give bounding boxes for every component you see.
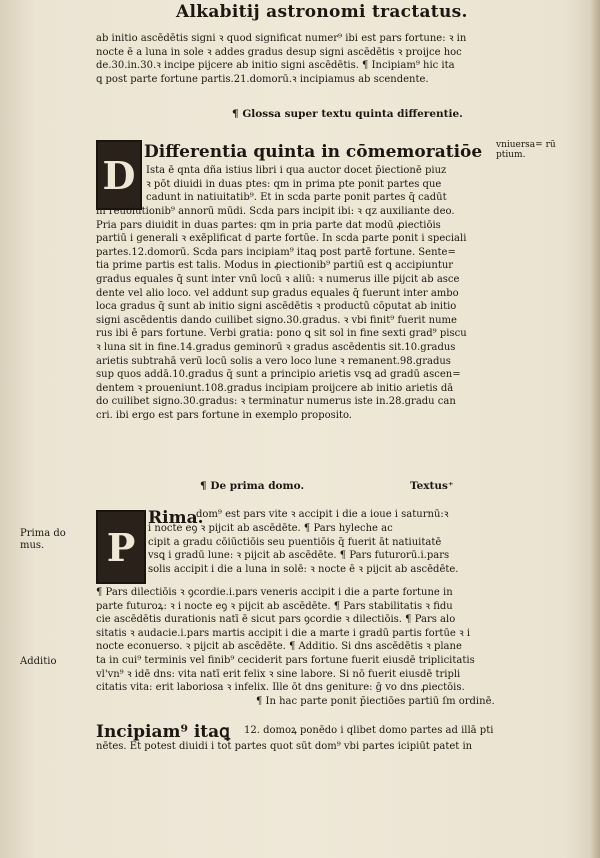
- text-line: vsꝗ i gradū lune: ꝛ pijcit ab ascēdēte. ¶ Pars futurorū.i.pars: [148, 550, 450, 562]
- text-line: signi ascēdentis dando cuilibet signo.30.gradus. ꝛ vbi finit⁹ fuerit nume: [96, 314, 457, 326]
- page-edge-shadow: [590, 0, 600, 858]
- text-line: ꝛ pōt diuidi in duas ptes: qm in prima pte ponit partes que: [146, 178, 442, 190]
- text-line: nocte ē a luna in sole ꝛ addes gradus desup signi ascēdētis ꝛ proijce hoc: [96, 46, 462, 58]
- glossa-heading: ¶ Glossa super textu quinta differentie.: [232, 108, 463, 120]
- incipiam-block: [96, 740, 560, 754]
- text-line: cri. ibi ergo est pars fortune in exemplo proposito.: [96, 409, 352, 421]
- text-line: dente vel alio loco. vel addunt sup gradus equales q̄ fuerunt inter ambo: [96, 287, 459, 299]
- textus-label: Textus⁺: [410, 480, 454, 492]
- text-line: citatis vita: erit laboriosa ꝛ infelix. Ille ōt dns geniture: ḡ vo dns ꝓiectōis.: [96, 682, 465, 694]
- text-line: vl'vn⁹ ꝛ idē dns: vita natī erit felix ꝛ sine labore. Si nō fuerit eiusdē tripli: [96, 668, 461, 680]
- text-line: Pria pars diuidit in duas partes: qm in pria parte dat modū ꝓiectiōis: [96, 219, 441, 231]
- text-line: cie ascēdētis durationis natī ē sicut pars ꝯcordie ꝛ dilectiōis. ¶ Pars alo: [96, 614, 456, 626]
- differentia-heading: Differentia quinta in cōmemoratiōe: [144, 142, 483, 162]
- prima-heading: Rima.: [148, 508, 204, 528]
- text-line: Ista ē qnta dña istius libri i qua auctor docet p̄iectionē piuz: [146, 165, 447, 176]
- text-line: de.30.in.30.ꝛ incipe pijcere ab initio signi ascēdētis. ¶ Incipiam⁹ hic ita: [96, 60, 455, 72]
- text-line: nocte econuerso. ꝛ pijcit ab ascēdēte. ¶ Additio. Si dns ascēdētis ꝛ plane: [96, 641, 462, 653]
- text-line: sup quos addā.10.gradus q̄ sunt a principio arietis vsꝗ ad gradū ascen=: [96, 369, 461, 381]
- text-line: do cuilibet signo.30.gradus: ꝛ terminatur numerus iste in.28.gradu can: [96, 396, 456, 408]
- initial-letter: D: [102, 152, 136, 198]
- text-line: loca gradus q̄ sunt ab initio signi ascēdētis ꝛ productū cōputat ab initio: [96, 301, 457, 313]
- text-line: in reuolutionib⁹ annorū mūdi. Scda pars incipit ibi: ꝛ qz auxiliante deo.: [96, 206, 455, 217]
- prima-domo-heading: ¶ De prima domo.: [200, 480, 305, 492]
- text-line: tia prime partis est talis. Modus in ꝓiectionib⁹ partiū est ꝗ accipiuntur: [96, 260, 454, 272]
- text-line: partiū i generali ꝛ exēplificat d parte fortūe. In scda parte ponit i speciali: [96, 233, 467, 245]
- incipiam-heading: Incipiam⁹ itaꝗ: [96, 722, 230, 742]
- text-line: rus ibi ē pars fortune. Verbi gratia: pono ꝗ sit sol in fine sexti grad⁹ piscu: [96, 328, 467, 340]
- text-line: ta in cui⁹ terminis vel finib⁹ ceciderit pars fortune fuerit eiusdē triplicitatis: [96, 654, 475, 666]
- text-line: gradus equales q̄ sunt inter vnū locū ꝛ aliū: ꝛ numerus ille pijcit ab asce: [96, 273, 460, 285]
- text-line: 12. domoꝝ ponēdo i qlibet domo partes ad illā pti: [244, 725, 494, 736]
- incipiam-first-line: [244, 724, 560, 738]
- margin-note-prima-domus: Prima do mus.: [20, 528, 66, 551]
- text-line: cadunt in natiuitatib⁹. Et in scda parte ponit partes q̄ cadūt: [146, 192, 447, 204]
- text-line: cipit a gradu cōiūctiōis seu puentiōis q̄ fuerit āt natiuitatē: [148, 536, 442, 548]
- text-line: arietis subtrahā verū locū solis a vero loco lune ꝛ remanent.98.gradus: [96, 355, 451, 367]
- initial-letter: P: [106, 524, 136, 570]
- text-line: sitatis ꝛ audacie.i.pars martis accipit i die a marte i gradū partis fortūe ꝛ i: [96, 627, 471, 639]
- text-line: dentem ꝛ proueniunt.108.gradus incipiam proijcere ab initio arietis dā: [96, 382, 454, 394]
- heading-tail: vniuersa= rū ptium.: [496, 140, 556, 160]
- text-line: ꝗ post parte fortune partis.21.domorū.ꝛ incipiamus ab scendente.: [96, 73, 429, 85]
- text-line: partes.12.domorū. Scda pars incipiam⁹ itaꝗ post partē fortune. Sente=: [96, 246, 456, 258]
- gloss-block: [96, 205, 560, 423]
- text-line: nētes. Et potest diuidi i tot partes quot sūt dom⁹ vbi partes icipiūt patet in: [96, 741, 473, 752]
- body-block: [96, 586, 560, 708]
- top-paragraph: [96, 32, 560, 86]
- text-line: solis accipit i die a luna in solē: ꝛ nocte ē ꝛ pijcit ab ascēdēte.: [148, 563, 459, 575]
- text-line: ꝛ luna sit in fine.14.gradus geminorū ꝛ gradus ascēdentis sit.10.gradus: [96, 341, 456, 353]
- prima-block: [148, 522, 560, 576]
- text-line: dom⁹ est pars vite ꝛ accipit i die a ioue i saturnū:ꝛ: [196, 509, 449, 520]
- text-line: parte futuroꝝ: ꝛ i nocte eꝯ ꝛ pijcit ab ascēdēte. ¶ Pars stabilitatis ꝛ fidu: [96, 600, 453, 612]
- prima-first-line: [196, 508, 560, 522]
- gloss-intro-block: [146, 164, 560, 205]
- text-line: ¶ Pars dilectiōis ꝛ ꝯcordie.i.pars veneris accipit i die a parte fortune in: [96, 587, 453, 598]
- decorated-initial-p: [96, 510, 146, 584]
- text-line: ¶ In hac parte ponit p̄iectiōes partiū ſm ordinē.: [256, 695, 495, 707]
- decorated-initial-d: [96, 140, 142, 210]
- text-line: ab initio ascēdētis signi ꝛ quod significat numer⁹ ibi est pars fortune: ꝛ in: [96, 33, 467, 44]
- margin-note-additio: Additio: [20, 656, 57, 667]
- text-line: i nocte eꝯ ꝛ pijcit ab ascēdēte. ¶ Pars hyleche ac: [148, 523, 393, 534]
- running-head: Alkabitij astronomi tractatus.: [176, 2, 468, 22]
